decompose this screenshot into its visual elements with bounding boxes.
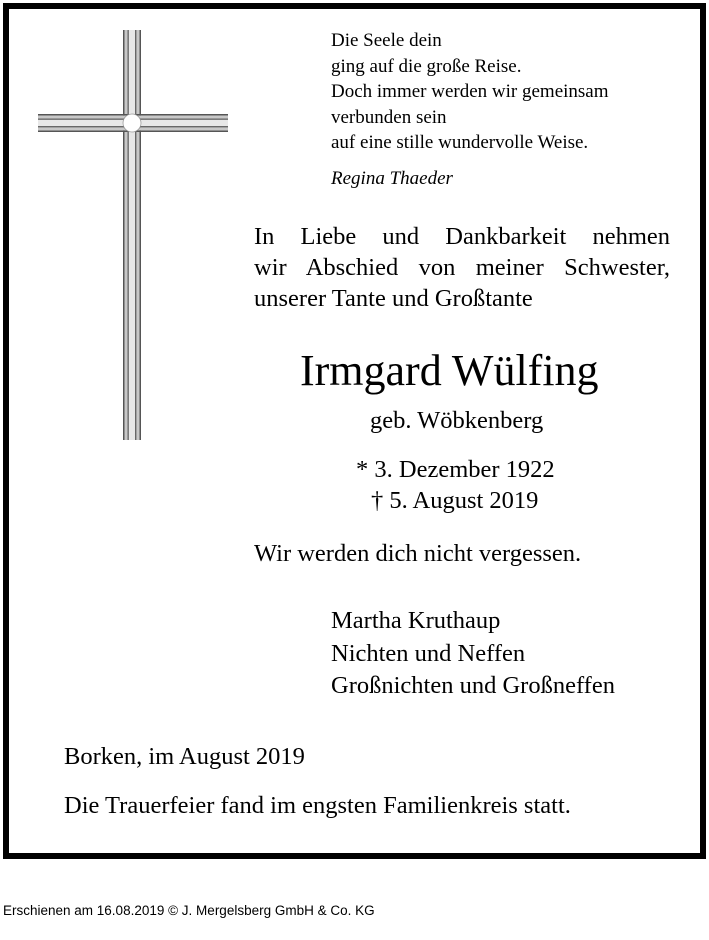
funeral-note: Die Trauerfeier fand im engsten Familienkreis statt. — [64, 792, 571, 819]
mourner: Martha Kruthaup — [331, 607, 501, 634]
birth-date: * 3. Dezember 1922 — [356, 456, 555, 483]
mourner: Nichten und Neffen — [331, 639, 526, 667]
cross-icon — [38, 30, 228, 440]
publication-footer: Erschienen am 16.08.2019 © J. Mergelsberg GmbH & Co. KG — [3, 903, 375, 918]
mourners-list — [331, 605, 615, 703]
poem-line: auf eine stille wundervolle Weise. — [331, 132, 589, 153]
poem-line: verbunden sein — [331, 106, 447, 128]
maiden-name: geb. Wöbkenberg — [370, 407, 544, 434]
farewell-line: Wir werden dich nicht vergessen. — [254, 540, 582, 567]
poem-line: Doch immer werden wir gemeinsam — [331, 81, 609, 102]
intro-line: wir Abschied von meiner Schwester, — [254, 254, 670, 281]
mourner: Großnichten und Großneffen — [331, 672, 615, 699]
poem-author: Regina Thaeder — [331, 168, 453, 189]
death-date: † 5. August 2019 — [371, 487, 539, 514]
poem-line: Die Seele dein — [331, 30, 442, 51]
intro-text — [254, 221, 670, 314]
intro-line: In Liebe und Dankbarkeit nehmen — [254, 223, 670, 250]
poem — [331, 28, 609, 156]
place-date: Borken, im August 2019 — [64, 743, 305, 770]
poem-line: ging auf die große Reise. — [331, 55, 522, 77]
life-dates — [356, 454, 555, 516]
deceased-name: Irmgard Wülfing — [300, 346, 599, 395]
intro-line: unserer Tante und Großtante — [254, 285, 533, 312]
